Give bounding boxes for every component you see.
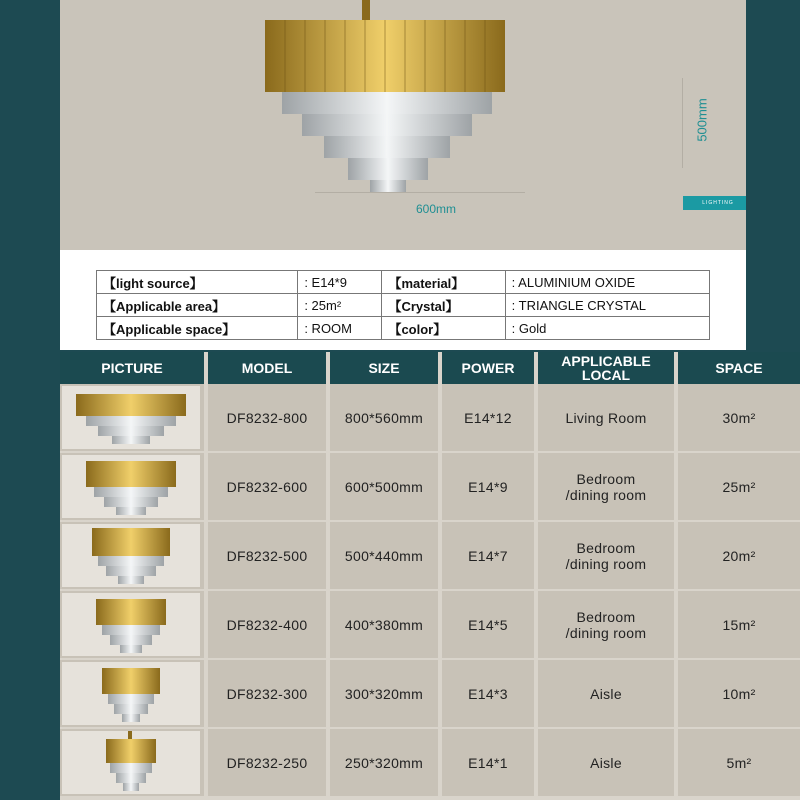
local-cell: Aisle [538,729,674,796]
power-cell: E14*12 [442,384,534,451]
local-cell: Bedroom /dining room [538,591,674,658]
power-cell: E14*9 [442,453,534,520]
product-thumbnail [62,593,200,656]
spec-value: : ROOM [298,317,382,340]
spec-value: : ALUMINIUM OXIDE [505,271,709,294]
size-cell: 250*320mm [330,729,438,796]
product-thumbnail [62,386,200,449]
table-row [60,591,800,660]
header-applicable-local: APPLICABLE LOCAL [538,352,674,384]
power-cell: E14*3 [442,660,534,727]
power-cell: E14*5 [442,591,534,658]
product-hero [60,0,746,250]
size-cell: 500*440mm [330,522,438,589]
space-cell: 30m² [678,384,800,451]
spec-key: 【Applicable space】 [97,317,298,340]
header-power: POWER [442,352,534,384]
spec-value: : E14*9 [298,271,382,294]
power-cell: E14*7 [442,522,534,589]
local-cell: Bedroom /dining room [538,453,674,520]
spec-value: : Gold [505,317,709,340]
width-label: 600mm [416,202,457,216]
product-thumbnail [62,524,200,587]
space-cell: 25m² [678,453,800,520]
power-cell: E14*1 [442,729,534,796]
table-row [60,384,800,453]
spec-key: 【Crystal】 [382,294,505,317]
space-cell: 15m² [678,591,800,658]
model-cell: DF8232-800 [208,384,326,451]
spec-key: 【color】 [382,317,505,340]
space-cell: 20m² [678,522,800,589]
spec-table [96,270,710,340]
spec-value: : TRIANGLE CRYSTAL [505,294,709,317]
model-cell: DF8232-400 [208,591,326,658]
product-thumbnail [62,455,200,518]
local-cell: Aisle [538,660,674,727]
spec-row [97,294,710,317]
height-dimension-line [682,78,683,168]
size-cell: 600*500mm [330,453,438,520]
size-cell: 400*380mm [330,591,438,658]
local-cell: Bedroom /dining room [538,522,674,589]
picture-cell [60,591,204,658]
table-row [60,453,800,522]
local-cell: Living Room [538,384,674,451]
spec-key: 【Applicable area】 [97,294,298,317]
height-label: 500mm [694,98,710,142]
spec-panel [60,250,746,350]
header-space: SPACE [678,352,800,384]
size-cell: 800*560mm [330,384,438,451]
table-row [60,729,800,798]
table-row [60,660,800,729]
space-cell: 10m² [678,660,800,727]
model-cell: DF8232-600 [208,453,326,520]
table-row [60,522,800,591]
spec-value: : 25m² [298,294,382,317]
spec-row [97,271,710,294]
picture-cell [60,384,204,451]
picture-cell [60,522,204,589]
chandelier-image [60,0,746,250]
header-picture: PICTURE [60,352,204,384]
header-size: SIZE [330,352,438,384]
model-table [60,352,800,800]
spec-row [97,317,710,340]
model-cell: DF8232-500 [208,522,326,589]
product-thumbnail [62,662,200,725]
picture-cell [60,660,204,727]
picture-cell [60,453,204,520]
width-dimension-line [315,192,525,193]
product-thumbnail [62,731,200,794]
space-cell: 5m² [678,729,800,796]
spec-key: 【material】 [382,271,505,294]
model-cell: DF8232-300 [208,660,326,727]
header-model: MODEL [208,352,326,384]
spec-key: 【light source】 [97,271,298,294]
size-cell: 300*320mm [330,660,438,727]
model-cell: DF8232-250 [208,729,326,796]
picture-cell [60,729,204,796]
lighting-badge: LIGHTING [683,196,746,210]
